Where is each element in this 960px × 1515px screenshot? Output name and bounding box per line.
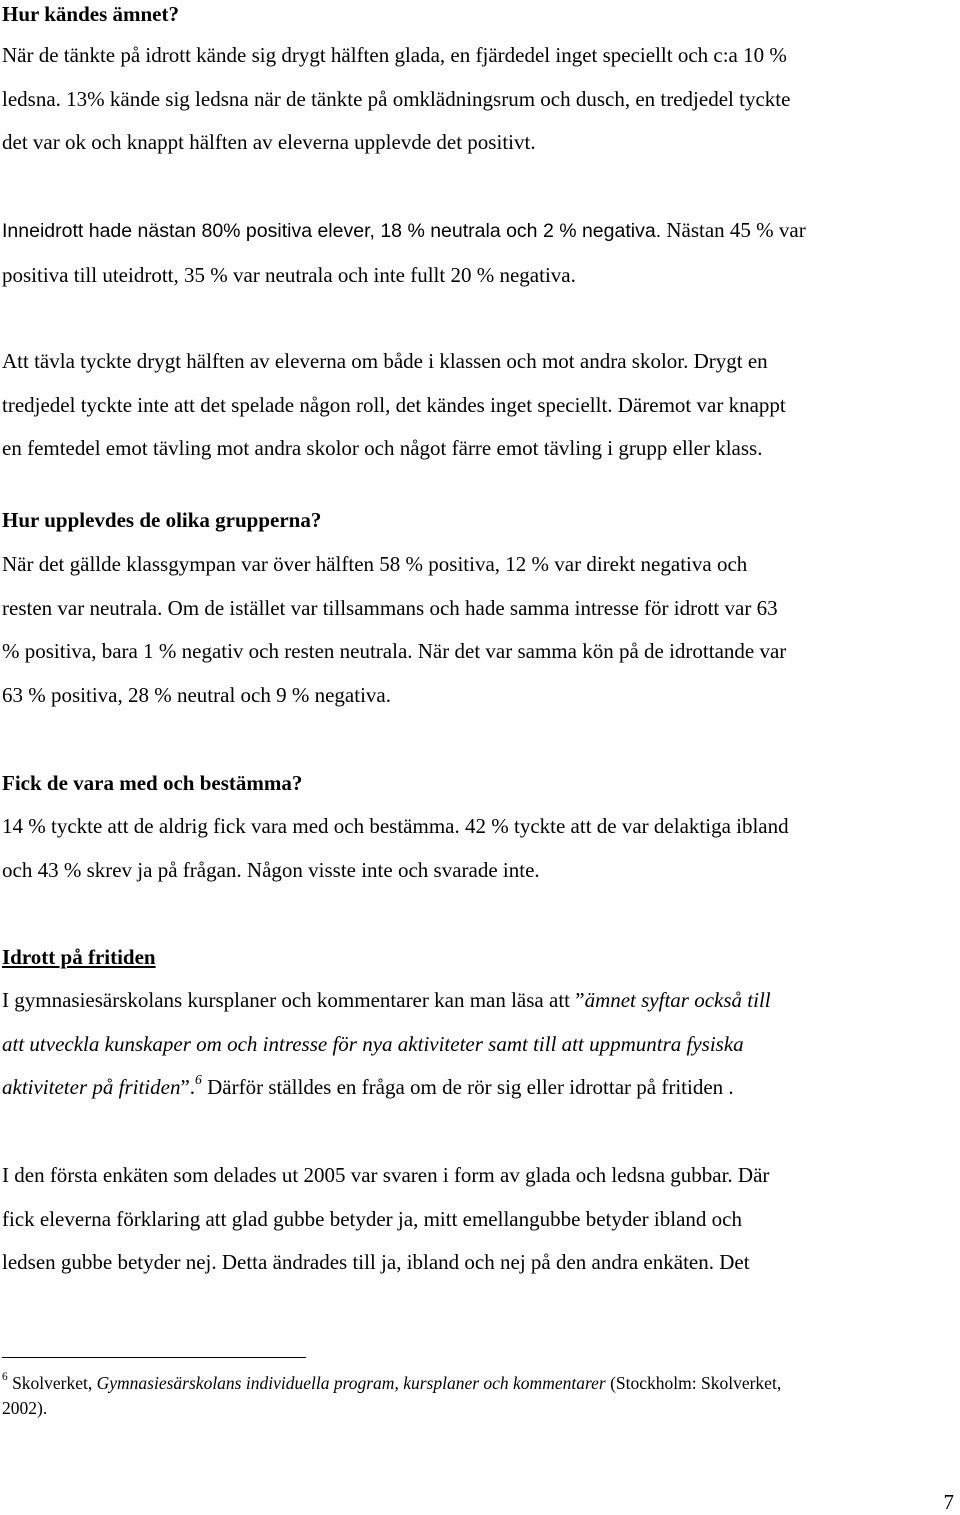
text-line: Att tävla tyckte drygt hälften av eleverna om både i klassen och mot andra skolor. Drygt en [2,349,768,373]
footnote-text: (Stockholm: Skolverket, [605,1373,782,1393]
text-line: När de tänkte på idrott kände sig drygt hälften glada, en fjärdedel inget speciellt och c:a 10 % [2,43,787,67]
heading-fick-de-vara-med: Fick de vara med och bestämma? [2,771,303,795]
text-line: % positiva, bara 1 % negativ och resten neutrala. När det var samma kön på de idrottande var [2,639,787,663]
text-line: 63 % positiva, 28 % neutral och 9 % negativa. [2,682,391,707]
paragraph-feelings-sport [2,34,957,165]
text-line: och 43 % skrev ja på frågan. Någon visste inte och svarade inte. [2,857,540,882]
text-segment-sans: Inneidrott hade nästan 80% positiva elever, 18 % neutrala och 2 % negativa. [2,220,662,242]
text-line: en femtedel emot tävling mot andra skolor och något färre emot tävling i grupp eller klass. [2,436,763,460]
heading-idrott-pa-fritiden: Idrott på fritiden [2,945,156,969]
text-line: tredjedel tyckte inte att det spelade någon roll, det kändes inget speciellt. Däremot var knappt [2,392,786,417]
paragraph-indoor-outdoor [2,209,957,297]
paragraph-survey-format [2,1154,957,1285]
paragraph-competition [2,340,957,471]
text-line [2,209,957,254]
text-line: 14 % tyckte att de aldrig fick vara med och bestämma. 42 % tyckte att de var delaktiga ibland [2,814,789,838]
page-number: 7 [943,1490,954,1514]
quote-segment: att utveckla kunskaper om och intresse för nya aktiviteter samt till att uppmuntra fysiska [2,1031,744,1056]
text-line: I den första enkäten som delades ut 2005 var svaren i form av glada och ledsna gubbar. Där [2,1163,770,1187]
text-line [2,979,957,1023]
paragraph-participation [2,805,957,892]
footnote-text: Skolverket, [7,1373,97,1393]
text-line: resten var neutrala. Om de istället var tillsammans och hade samma intresse för idrott var 63 [2,595,778,620]
text-line: ledsna. 13% kände sig ledsna när de tänkte på omklädningsrum och dusch, en tredjedel tyckte [2,86,791,111]
text-line [2,1023,957,1067]
footnote-reference: 6 [195,1071,202,1087]
text-line: det var ok och knappt hälften av eleverna upplevde det positivt. [2,130,536,154]
heading-hur-kandes-amnet: Hur kändes ämnet? [2,2,179,26]
footnote-separator [2,1357,306,1358]
text-line: fick eleverna förklaring att glad gubbe betyder ja, mitt emellangubbe betyder ibland och [2,1206,742,1231]
footnote-number: 6 [2,1371,8,1384]
text-line: När det gällde klassgympan var över hälften 58 % positiva, 12 % var direkt negativa och [2,552,748,576]
text-line: ledsen gubbe betyder nej. Detta ändrades till ja, ibland och nej på den andra enkäten. Det [2,1250,750,1274]
paragraph-groups [2,543,957,717]
text-segment: Nästan 45 % var [661,218,806,242]
footnote-line: 2002). [2,1398,48,1418]
quote-segment: ämnet syftar också till [584,988,771,1012]
closing-quote: ”. [180,1075,196,1099]
footnote [2,1371,952,1421]
paragraph-leisure-sport [2,979,957,1110]
text-line: positiva till uteidrott, 35 % var neutrala och inte fullt 20 % negativa. [2,262,576,287]
footnote-title: Gymnasiesärskolans individuella program, kursplaner och kommentarer [96,1373,606,1393]
footnote-line [2,1371,952,1396]
text-line [2,1066,957,1110]
text-segment: Därför ställdes en fråga om de rör sig eller idrottar på fritiden . [201,1075,734,1099]
heading-hur-upplevdes-grupperna: Hur upplevdes de olika grupperna? [2,508,322,532]
text-segment: I gymnasiesärskolans kursplaner och kommentarer kan man läsa att ” [2,988,585,1012]
quote-segment: aktiviteter på fritiden [2,1075,181,1099]
